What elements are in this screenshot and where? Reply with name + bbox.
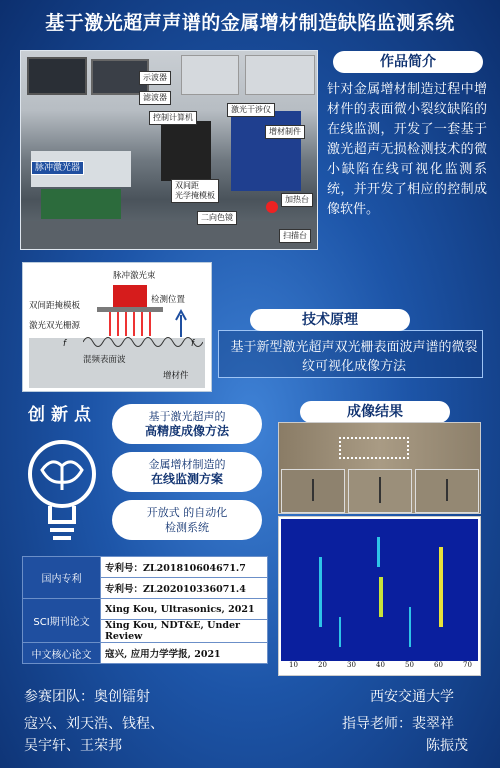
pill-1-line2: 高精度成像方法 — [144, 424, 229, 438]
category-patent: 国内专利 — [23, 557, 101, 599]
label-dual-mask: 双间距 光学掩模板 — [171, 179, 219, 203]
table-row — [23, 557, 268, 578]
diagram-dual-mask: 双间距掩模板 — [29, 301, 81, 311]
pill-3-line2: 检测系统 — [165, 521, 209, 534]
label-control-pc: 控制计算机 — [149, 111, 197, 125]
table-row — [23, 599, 268, 620]
label-pulsed-laser: 脉冲激光器 — [31, 161, 84, 175]
label-am-part: 增材制件 — [265, 125, 305, 139]
principle-diagram — [22, 262, 212, 392]
label-laser-interferometer: 激光干涉仪 — [227, 103, 275, 117]
label-heating-stage: 加热台 — [281, 193, 313, 207]
principle-text: 基于新型激光超声双光栅表面波声谱的微裂纹可视化成像方法 — [230, 340, 478, 374]
patent-1: 专利号：ZL201810604671.7 — [101, 557, 268, 578]
x-tick: 50 — [405, 661, 414, 669]
poster-title: 基于激光超声声谱的金属增材制造缺陷监测系统 — [45, 12, 455, 34]
results-header: 成像结果 — [300, 401, 450, 423]
sci-paper-2: Xing Kou, NDT&E, Under Review — [101, 620, 268, 643]
advisor-line1: 指导老师：裴翠祥 — [342, 716, 454, 732]
lab-setup-photo — [20, 50, 318, 250]
label-filter: 滤波器 — [139, 91, 171, 105]
x-tick: 40 — [376, 661, 385, 669]
diagram-f-b: f — [191, 339, 194, 349]
diagram-f-a: f — [63, 339, 66, 349]
members-line1: 寇兴、刘天浩、钱程、 — [24, 716, 164, 732]
pill-1-line1: 基于激光超声的 — [148, 410, 226, 423]
lightbulb-icon — [22, 430, 102, 550]
pill-2-line1: 金属增材制造的 — [148, 458, 226, 471]
team-label: 参赛团队：奥创镭射 — [24, 689, 150, 705]
members-line2: 吴宇轩、王荣邦 — [24, 738, 122, 754]
x-tick: 10 — [289, 661, 298, 669]
diagram-pulsed-beam: 脉冲激光束 — [113, 271, 156, 281]
innovation-pill-1 — [112, 404, 262, 444]
arrow-up-icon — [175, 309, 187, 337]
plot-x-axis — [279, 661, 482, 675]
intro-header: 作品简介 — [333, 51, 483, 73]
label-oscilloscope: 示波器 — [139, 71, 171, 85]
core-paper-1: 寇兴, 应用力学学报, 2021 — [101, 643, 268, 664]
label-dichroic: 二向色镜 — [197, 211, 237, 225]
category-core: 中文核心论文 — [23, 643, 101, 664]
diagram-am-part: 增材件 — [163, 371, 189, 381]
results-photos — [278, 422, 481, 514]
pill-2-line2: 在线监测方案 — [150, 472, 223, 486]
x-tick: 30 — [347, 661, 356, 669]
pill-3-line1: 开放式 的自动化 — [146, 506, 228, 519]
x-tick: 20 — [318, 661, 327, 669]
advisor-line2: 陈振茂 — [426, 738, 468, 754]
results-plot — [278, 516, 481, 676]
publications-table — [22, 556, 268, 664]
table-row — [23, 643, 268, 664]
intro-text: 针对金属增材制造过程中增材件的表面微小裂纹缺陷的在线监测，开发了一套基于激光超声无损检测技术的微小缺陷在线可视化监测系统，并开发了相应的控制成像软件。 — [327, 82, 487, 217]
diagram-detect-pos: 检测位置 — [151, 295, 186, 305]
innovation-pill-3 — [112, 500, 262, 540]
diagram-dual-grating: 激光双光栅源 — [29, 321, 81, 331]
category-sci: SCI期刊论文 — [23, 599, 101, 643]
sci-paper-1: Xing Kou, Ultrasonics, 2021 — [101, 599, 268, 620]
diagram-mixed-wave: 混频表面波 — [83, 355, 126, 365]
innovation-title: 创新点 — [28, 405, 97, 425]
university: 西安交通大学 — [370, 689, 454, 705]
innovation-pill-2 — [112, 452, 262, 492]
principle-header: 技术原理 — [250, 309, 410, 331]
x-tick: 60 — [434, 661, 443, 669]
label-scan-stage: 扫描台 — [279, 229, 311, 243]
x-tick: 70 — [463, 661, 472, 669]
patent-2: 专利号：ZL202010336071.4 — [101, 578, 268, 599]
